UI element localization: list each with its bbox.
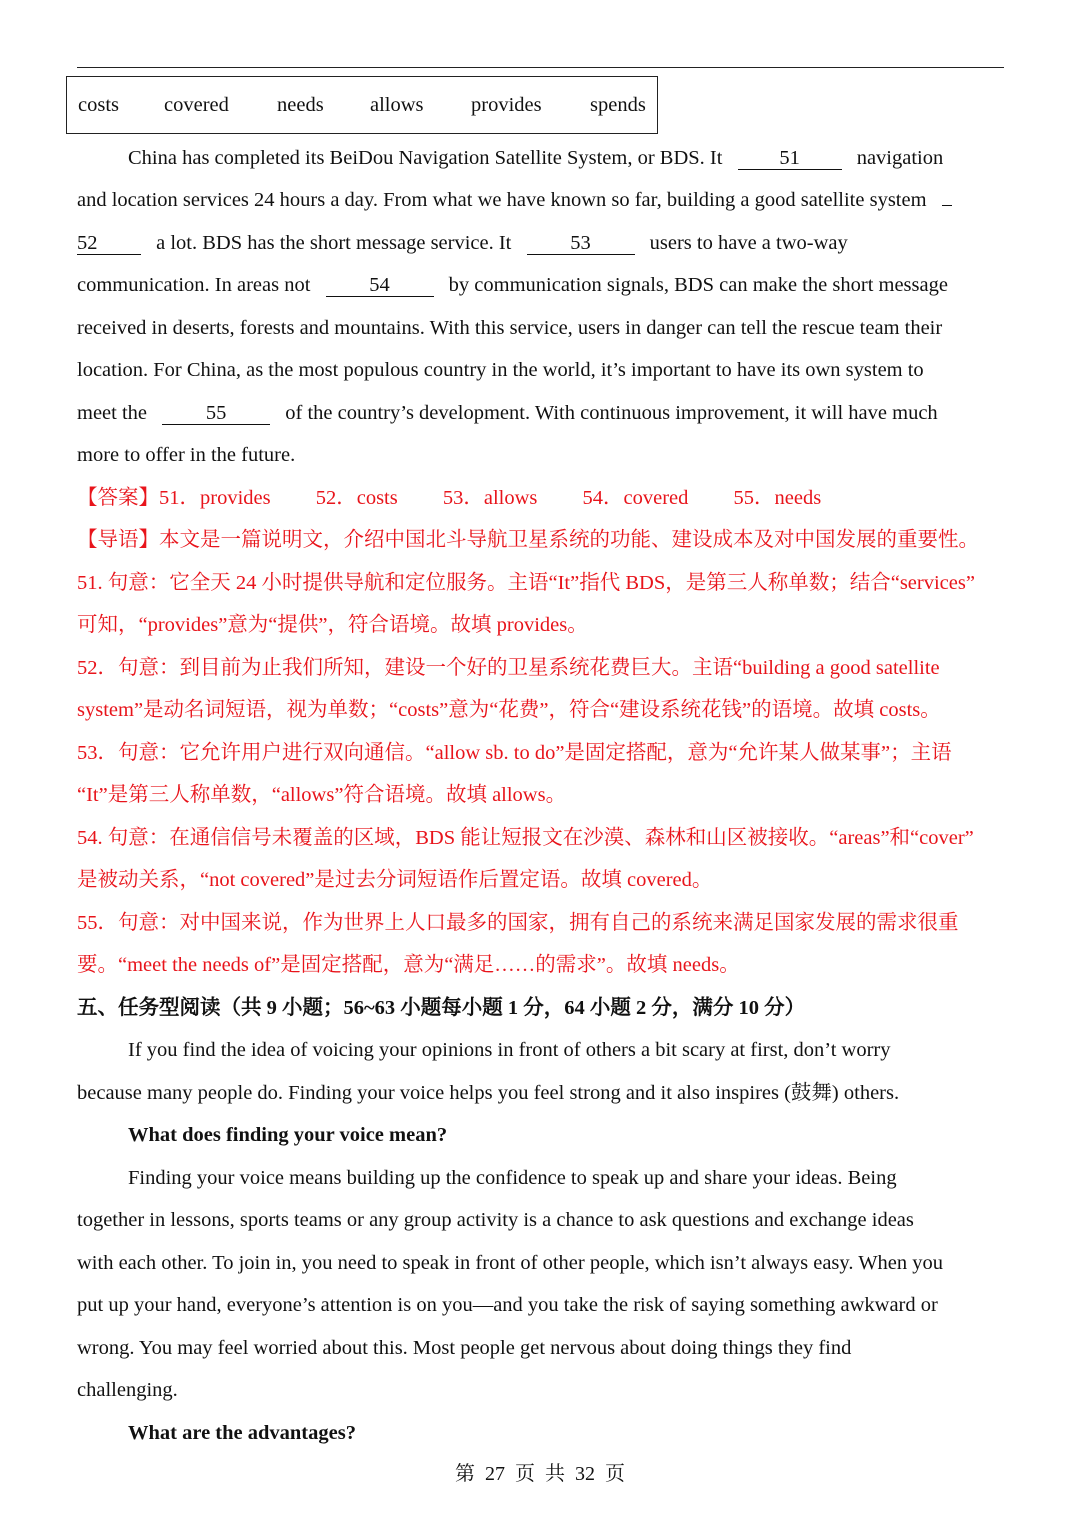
passage-text: of the country’s development. With continuous improvement, it will have much	[285, 402, 938, 424]
passage-line	[77, 187, 952, 213]
word-bank-item: needs	[277, 94, 324, 116]
explanation-line: “It”是第三人称单数，“allows”符合语境。故填 allows。	[77, 784, 567, 806]
passage-line: more to offer in the future.	[77, 444, 296, 466]
blank-53[interactable]: 53	[527, 232, 635, 255]
explanation-line: 54. 句意：在通信信号未覆盖的区域，BDS 能让短报文在沙漠、森林和山区被接收。“areas”和“cover”	[77, 827, 974, 849]
paragraph-line: If you find the idea of voicing your opinions in front of others a bit scary at first, don’t worry	[128, 1039, 891, 1061]
explanation-line: 55．句意：对中国来说，作为世界上人口最多的国家，拥有自己的系统来满足国家发展的需求很重	[77, 912, 959, 934]
paragraph-line: put up your hand, everyone’s attention is on you—and you take the risk of saying something awkward or	[77, 1294, 938, 1316]
passage-line	[77, 272, 948, 298]
answer-item: 53．allows	[442, 487, 538, 509]
word-bank-item: costs	[78, 94, 119, 116]
passage-text: users to have a two-way	[649, 232, 848, 254]
answer-item: 52．costs	[315, 487, 398, 509]
explanation-line: 是被动关系，“not covered”是过去分词短语作后置定语。故填 covered。	[77, 869, 713, 891]
answer-item: 51．provides	[159, 487, 271, 509]
guide-text: 【导语】本文是一篇说明文，介绍中国北斗导航卫星系统的功能、建设成本及对中国发展的重要性。	[77, 529, 979, 551]
blank-52[interactable]: 52	[77, 232, 141, 255]
explanation-line: 52．句意：到目前为止我们所知，建设一个好的卫星系统花费巨大。主语“building a good satellite	[77, 657, 940, 679]
word-bank-item: covered	[164, 94, 229, 116]
top-rule	[77, 67, 1004, 68]
passage-line	[128, 145, 943, 171]
blank-51[interactable]: 51	[738, 147, 842, 170]
paragraph-line: with each other. To join in, you need to speak in front of other people, which isn’t always easy. When you	[77, 1252, 944, 1274]
word-bank-box	[66, 76, 658, 134]
explanation-line: 51. 句意：它全天 24 小时提供导航和定位服务。主语“It”指代 BDS，是第三人称单数；结合“services”	[77, 572, 975, 594]
word-bank-item: provides	[471, 94, 542, 116]
blank-55[interactable]: 55	[162, 402, 270, 425]
passage-text: by communication signals, BDS can make the short message	[448, 274, 948, 296]
paragraph-line: Finding your voice means building up the confidence to speak up and share your ideas. Being	[128, 1167, 897, 1189]
passage-text: a lot. BDS has the short message service. It	[156, 232, 512, 254]
explanation-line: 53．句意：它允许用户进行双向通信。“allow sb. to do”是固定搭配，意为“允许某人做某事”；主语	[77, 742, 952, 764]
passage-line	[77, 400, 938, 426]
explanation-line: 可知，“provides”意为“提供”，符合语境。故填 provides。	[77, 614, 588, 636]
subheading: What does finding your voice mean?	[128, 1124, 448, 1146]
subheading: What are the advantages?	[128, 1422, 356, 1444]
answer-item: 54．covered	[582, 487, 689, 509]
answer-item: 55．needs	[733, 487, 822, 509]
blank-54[interactable]: 54	[326, 274, 434, 297]
section-heading: 五、任务型阅读（共 9 小题；56~63 小题每小题 1 分，64 小题 2 分，满分 10 分）	[77, 997, 806, 1019]
passage-line	[77, 230, 848, 256]
blank-52-start	[942, 205, 952, 206]
word-bank-item: allows	[370, 94, 424, 116]
passage-text: navigation	[856, 147, 944, 169]
passage-line: location. For China, as the most populous country in the world, it’s important to have its own system to	[77, 359, 924, 381]
explanation-line: 要。“meet the needs of”是固定搭配，意为“满足……的需求”。故填 needs。	[77, 954, 740, 976]
explanation-line: system”是动名词短语，视为单数；“costs”意为“花费”，符合“建设系统花钱”的语境。故填 costs。	[77, 699, 941, 721]
word-bank-item: spends	[590, 94, 646, 116]
passage-text: China has completed its BeiDou Navigation Satellite System, or BDS. It	[128, 147, 723, 169]
passage-line: received in deserts, forests and mountains. With this service, users in danger can tell the rescue team their	[77, 317, 943, 339]
passage-text: meet the	[77, 402, 148, 424]
paragraph-line: because many people do. Finding your voice helps you feel strong and it also inspires (鼓舞) others.	[77, 1082, 900, 1104]
answer-line	[77, 485, 821, 511]
page-footer: 第 27 页 共 32 页	[455, 1463, 625, 1485]
paragraph-line: together in lessons, sports teams or any group activity is a chance to ask questions and exchange ideas	[77, 1209, 914, 1231]
answer-label: 【答案】	[77, 487, 159, 509]
passage-text: and location services 24 hours a day. From what we have known so far, building a good satellite system	[77, 189, 927, 211]
passage-text: communication. In areas not	[77, 274, 311, 296]
paragraph-line: wrong. You may feel worried about this. Most people get nervous about doing things they find	[77, 1337, 852, 1359]
paragraph-line: challenging.	[77, 1379, 178, 1401]
